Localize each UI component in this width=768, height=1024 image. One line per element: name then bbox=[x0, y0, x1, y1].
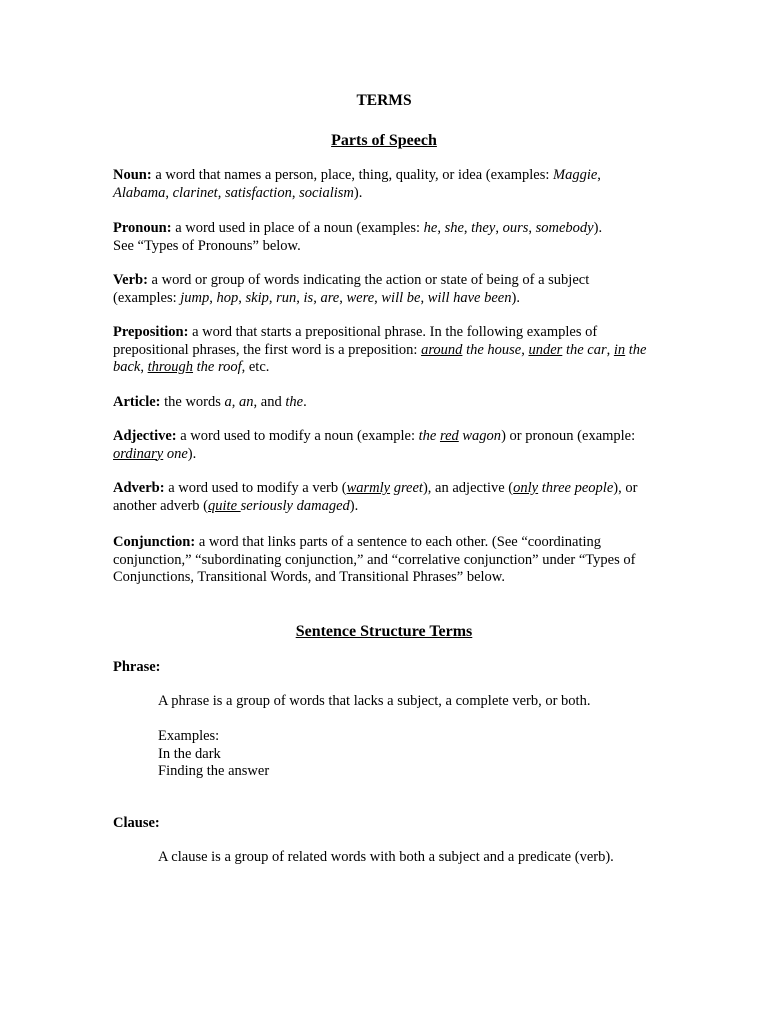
section-heading-sentence-structure: Sentence Structure Terms bbox=[295, 623, 473, 640]
phrase-example: Finding the answer bbox=[158, 763, 270, 779]
phrase-label: Phrase: bbox=[113, 659, 161, 675]
pronoun-definition: Pronoun: a word used in place of a noun (examples: he, she, they, ours, somebody). See “Types of Pronouns” below. bbox=[113, 220, 603, 254]
conjunction-definition: Conjunction: a word that links parts of a sentence to each other. (See “coordinating conjunction,” “subordinating conjunction,” and “correlative conjunction” under “Types of Conjunctions, Transitional Words, and Transitional Phrases” below. bbox=[113, 534, 636, 585]
clause-label: Clause: bbox=[113, 815, 160, 831]
article-definition: Article: the words a, an, and the. bbox=[113, 394, 307, 410]
adjective-definition: Adjective: a word used to modify a noun (example: the red wagon) or pronoun (example: ordinary one). bbox=[113, 428, 636, 462]
phrase-examples-label: Examples: bbox=[158, 728, 220, 744]
noun-definition: Noun: a word that names a person, place, thing, quality, or idea (examples: Maggie, Alabama, clarinet, satisfaction, socialism). bbox=[113, 167, 601, 201]
section-heading-parts-of-speech: Parts of Speech bbox=[331, 132, 437, 149]
adverb-definition: Adverb: a word used to modify a verb (warmly greet), an adjective (only three people), or another adverb (quite seriously damaged). bbox=[113, 480, 638, 514]
clause-definition: A clause is a group of related words with both a subject and a predicate (verb). bbox=[158, 849, 614, 865]
phrase-example: In the dark bbox=[158, 745, 221, 762]
phrase-examples bbox=[158, 728, 678, 781]
verb-definition: Verb: a word or group of words indicating the action or state of being of a subject (examples: jump, hop, skip, run, is, are, were, will be, will have been). bbox=[113, 272, 590, 306]
preposition-definition: Preposition: a word that starts a prepositional phrase. In the following examples of prepositional phrases, the first word is a preposition: around the house, under the car, in the back, through the roof, etc. bbox=[113, 324, 647, 375]
page-title: TERMS bbox=[356, 92, 412, 109]
phrase-definition: A phrase is a group of words that lacks a subject, a complete verb, or both. bbox=[158, 693, 591, 709]
